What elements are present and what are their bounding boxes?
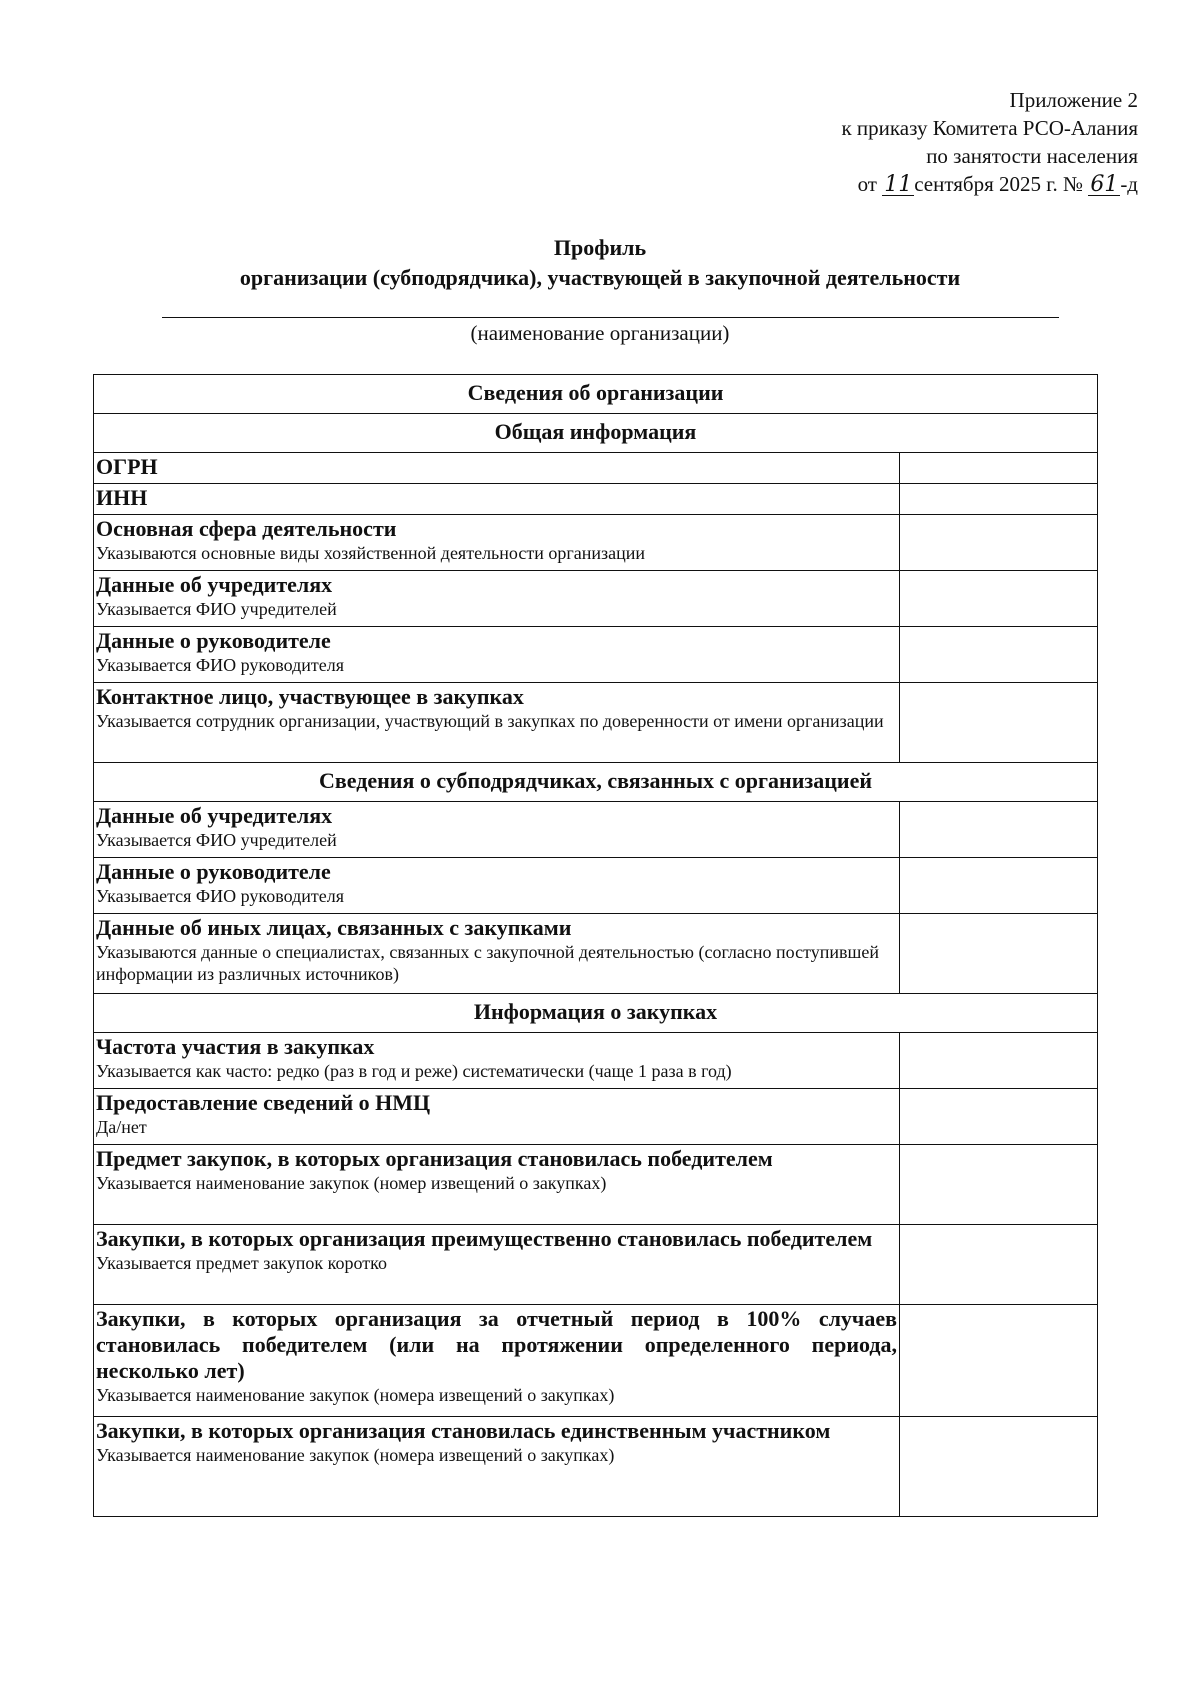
table-row (94, 1305, 1098, 1417)
document-subtitle: организации (субподрядчика), участвующей в закупочной деятельности (239, 265, 961, 290)
table-row (94, 1145, 1098, 1225)
row-label-main-activity: Основная сфера деятельности (96, 516, 397, 541)
table-row (94, 1033, 1098, 1089)
table-row (94, 453, 1098, 484)
row-hint-nmc-info: Да/нет (96, 1117, 147, 1137)
value-cell-nmc-info[interactable] (900, 1089, 1098, 1145)
date-month-year: сентября 2025 г. № (914, 172, 1084, 196)
value-cell-sub-director[interactable] (900, 858, 1098, 914)
section-general-info: Общая информация (94, 414, 1098, 453)
value-cell-inn[interactable] (900, 484, 1098, 515)
row-label-contact-person: Контактное лицо, участвующее в закупках (96, 684, 524, 709)
row-label-sole-participant: Закупки, в которых организация становилась единственным участником (96, 1418, 831, 1443)
row-label-mostly-won-procurements: Закупки, в которых организация преимущественно становилась победителем (96, 1226, 873, 1251)
table-row (94, 571, 1098, 627)
table-row (94, 683, 1098, 763)
table-row (94, 802, 1098, 858)
row-hint-sub-director: Указывается ФИО руководителя (96, 886, 345, 906)
row-label-inn: ИНН (96, 485, 148, 510)
row-label-founders: Данные об учредителях (96, 572, 333, 597)
row-hint-sub-founders: Указывается ФИО учредителей (96, 830, 337, 850)
row-hint-always-won-procurements: Указывается наименование закупок (номера извещений о закупках) (96, 1385, 615, 1405)
section-subcontractors: Сведения о субподрядчиках, связанных с организацией (94, 763, 1098, 802)
handwritten-order-number: 61 (1090, 172, 1119, 197)
value-cell-always-won-procurements[interactable] (900, 1305, 1098, 1417)
table-row (94, 1089, 1098, 1145)
value-cell-won-procurement-subject[interactable] (900, 1145, 1098, 1225)
section-procurement-info: Информация о закупках (94, 994, 1098, 1033)
row-label-sub-founders: Данные об учредителях (96, 803, 333, 828)
document-title: Профиль (553, 235, 647, 260)
table-row (94, 858, 1098, 914)
document-header (841, 86, 1138, 198)
value-cell-main-activity[interactable] (900, 515, 1098, 571)
table-header: Сведения об организации (94, 375, 1098, 414)
appendix-label: Приложение 2 (1009, 88, 1138, 112)
table-row (94, 627, 1098, 683)
table-row (94, 1225, 1098, 1305)
row-label-director: Данные о руководителе (96, 628, 331, 653)
row-label-won-procurement-subject: Предмет закупок, в которых организация становилась победителем (96, 1146, 773, 1171)
committee-department: по занятости населения (926, 144, 1138, 168)
value-cell-contact-person[interactable] (900, 683, 1098, 763)
row-hint-won-procurement-subject: Указывается наименование закупок (номер извещений о закупках) (96, 1173, 607, 1193)
table-row (94, 484, 1098, 515)
value-cell-sole-participant[interactable] (900, 1417, 1098, 1517)
row-hint-director: Указывается ФИО руководителя (96, 655, 345, 675)
row-hint-founders: Указывается ФИО учредителей (96, 599, 337, 619)
row-label-ogrn: ОГРН (96, 454, 158, 479)
value-cell-other-persons[interactable] (900, 914, 1098, 994)
organization-name-caption: (наименование организации) (470, 321, 730, 345)
value-cell-ogrn[interactable] (900, 453, 1098, 484)
value-cell-participation-frequency[interactable] (900, 1033, 1098, 1089)
value-cell-mostly-won-procurements[interactable] (900, 1225, 1098, 1305)
row-label-nmc-info: Предоставление сведений о НМЦ (96, 1090, 431, 1115)
date-prefix: от (857, 172, 877, 196)
row-hint-mostly-won-procurements: Указывается предмет закупок коротко (96, 1253, 387, 1273)
value-cell-sub-founders[interactable] (900, 802, 1098, 858)
order-reference: к приказу Комитета РСО-Алания (841, 116, 1138, 140)
row-label-participation-frequency: Частота участия в закупках (96, 1034, 375, 1059)
row-label-sub-director: Данные о руководителе (96, 859, 331, 884)
organization-name-line (162, 317, 1059, 318)
profile-table (93, 374, 1098, 1517)
row-hint-sole-participant: Указывается наименование закупок (номера извещений о закупках) (96, 1445, 615, 1465)
order-date-line (841, 170, 1138, 198)
value-cell-director[interactable] (900, 627, 1098, 683)
row-label-other-persons: Данные об иных лицах, связанных с закупками (96, 915, 572, 940)
row-hint-other-persons: Указываются данные о специалистах, связанных с закупочной деятельностью (согласно поступившей информации из различных источников) (96, 942, 879, 984)
order-suffix: -д (1120, 172, 1138, 196)
row-hint-participation-frequency: Указывается как часто: редко (раз в год и реже) систематически (чаще 1 раза в год) (96, 1061, 732, 1081)
row-label-always-won-procurements: Закупки, в которых организация за отчетный период в 100% случаев становилась победителем (или на протяжении определенного периода, несколько лет) (96, 1306, 897, 1383)
table-row (94, 515, 1098, 571)
table-row (94, 1417, 1098, 1517)
value-cell-founders[interactable] (900, 571, 1098, 627)
row-hint-main-activity: Указываются основные виды хозяйственной деятельности организации (96, 543, 645, 563)
table-row (94, 914, 1098, 994)
row-hint-contact-person: Указывается сотрудник организации, участвующий в закупках по доверенности от имени организации (96, 711, 884, 731)
handwritten-day: 11 (884, 172, 913, 197)
